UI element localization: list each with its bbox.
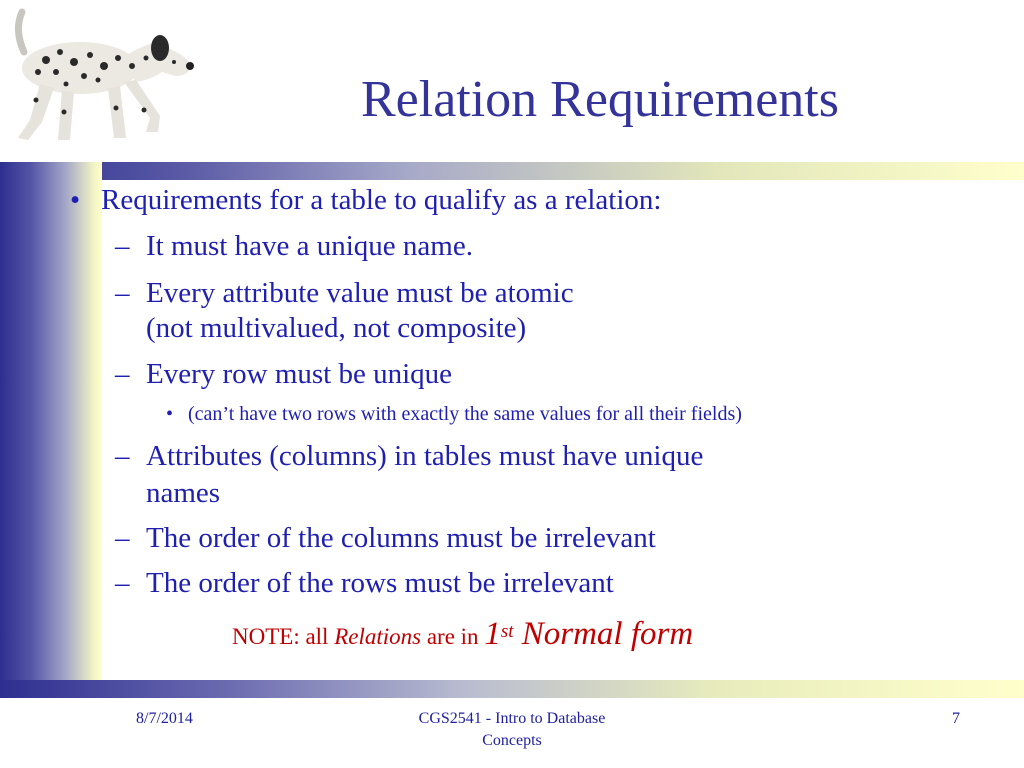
header-gradient-bar [0,162,1024,180]
footer-course [372,708,652,752]
list-item: Attributes (columns) in tables must have unique [146,440,704,472]
list-item-continued: (not multivalued, not composite) [146,312,527,344]
dash-icon: – [115,230,130,262]
list-item: Every row must be unique [146,358,453,390]
normal-form-note [232,614,693,657]
note-mid: are in [421,624,485,649]
footer-page-number: 7 [952,710,960,727]
note-relations: Relations [334,624,422,649]
note-form: Normal form [513,616,694,652]
side-gradient-bar [0,162,102,680]
note-number: 1 [484,616,501,652]
bullet-icon: • [166,403,174,425]
slide-title: Relation Requirements [360,71,839,128]
footer-date: 8/7/2014 [136,710,193,727]
footer-gradient-bar [0,680,1024,698]
bullet-icon: • [70,184,81,216]
dash-icon: – [115,358,130,390]
main-bullet-text: Requirements for a table to qualify as a relation: [101,184,662,216]
list-item: The order of the columns must be irrelevant [146,522,656,554]
dash-icon: – [115,277,130,309]
footer-course-line2: Concepts [482,732,542,749]
dash-icon: – [115,440,130,472]
dash-icon: – [115,567,130,599]
dalmatian-dog-icon [0,0,200,145]
list-item-continued: names [146,477,221,509]
list-item: Every attribute value must be atomic [146,277,574,309]
list-item: It must have a unique name. [146,230,473,262]
list-item: The order of the rows must be irrelevant [146,567,614,599]
main-bullet [70,183,80,217]
sub-list-item: (can’t have two rows with exactly the same values for all their fields) [188,403,742,425]
footer-course-line1: CGS2541 - Intro to Database [418,710,606,727]
dash-icon: – [115,522,130,554]
note-superscript: st [500,621,514,642]
note-prefix: NOTE: all [232,624,335,649]
